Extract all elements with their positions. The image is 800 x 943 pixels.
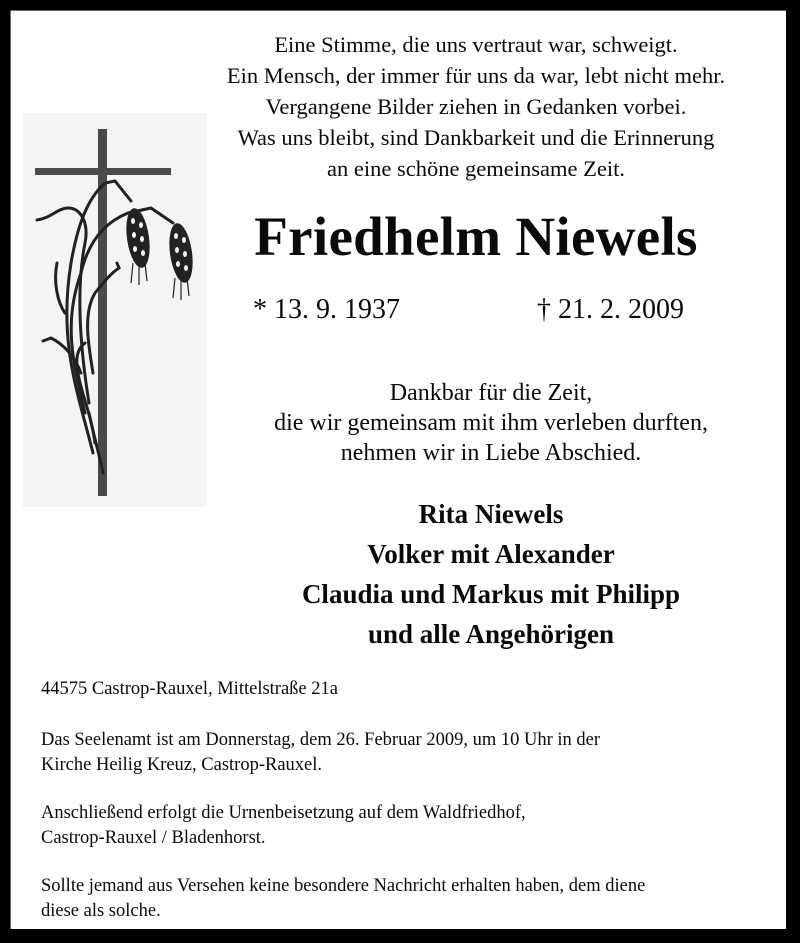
deceased-name: Friedhelm Niewels: [254, 206, 698, 267]
thanks-line: Dankbar für die Zeit,: [389, 380, 593, 406]
cross-with-wheat-icon: [23, 113, 207, 507]
burial-info: [41, 801, 771, 851]
cross-artwork: [23, 113, 207, 507]
obituary-notice: [10, 10, 786, 929]
family-line: und alle Angehörigen: [367, 619, 615, 649]
thanks-text: [206, 378, 776, 468]
info-line: Anschließend erfolgt die Urnenbeisetzung auf dem Waldfriedhof,: [41, 803, 526, 823]
poem-line: Vergangene Bilder ziehen in Gedanken vorbei.: [265, 94, 687, 119]
family-line: Rita Niewels: [418, 499, 564, 529]
info-line: Castrop-Rauxel / Bladenhorst.: [41, 828, 266, 848]
family-signatures: [206, 494, 776, 654]
poem-line: Was uns bleibt, sind Dankbarkeit und die Erinnerung: [237, 125, 715, 150]
family-line: Claudia und Markus mit Philipp: [301, 579, 681, 609]
poem-line: an eine schöne gemeinsame Zeit.: [326, 156, 625, 181]
info-line: Das Seelenamt ist am Donnerstag, dem 26. Februar 2009, um 10 Uhr in der: [41, 730, 600, 750]
info-line: Sollte jemand aus Versehen keine besondere Nachricht erhalten haben, dem diene: [41, 876, 646, 896]
poem: [186, 29, 766, 184]
death-date: † 21. 2. 2009: [537, 294, 684, 325]
notice-text: [41, 874, 771, 924]
thanks-line: die wir gemeinsam mit ihm verleben durften,: [274, 410, 708, 436]
family-line: Volker mit Alexander: [367, 539, 615, 569]
info-line: diese als solche.: [41, 901, 161, 921]
family-address: 44575 Castrop-Rauxel, Mittelstraße 21a: [41, 679, 338, 699]
poem-line: Ein Mensch, der immer für uns da war, lebt nicht mehr.: [226, 63, 726, 88]
requiem-mass-info: [41, 728, 771, 778]
birth-date: * 13. 9. 1937: [253, 294, 400, 325]
poem-line: Eine Stimme, die uns vertraut war, schweigt.: [274, 32, 678, 57]
thanks-line: nehmen wir in Liebe Abschied.: [340, 440, 642, 466]
info-line: Kirche Heilig Kreuz, Castrop-Rauxel.: [41, 755, 323, 775]
